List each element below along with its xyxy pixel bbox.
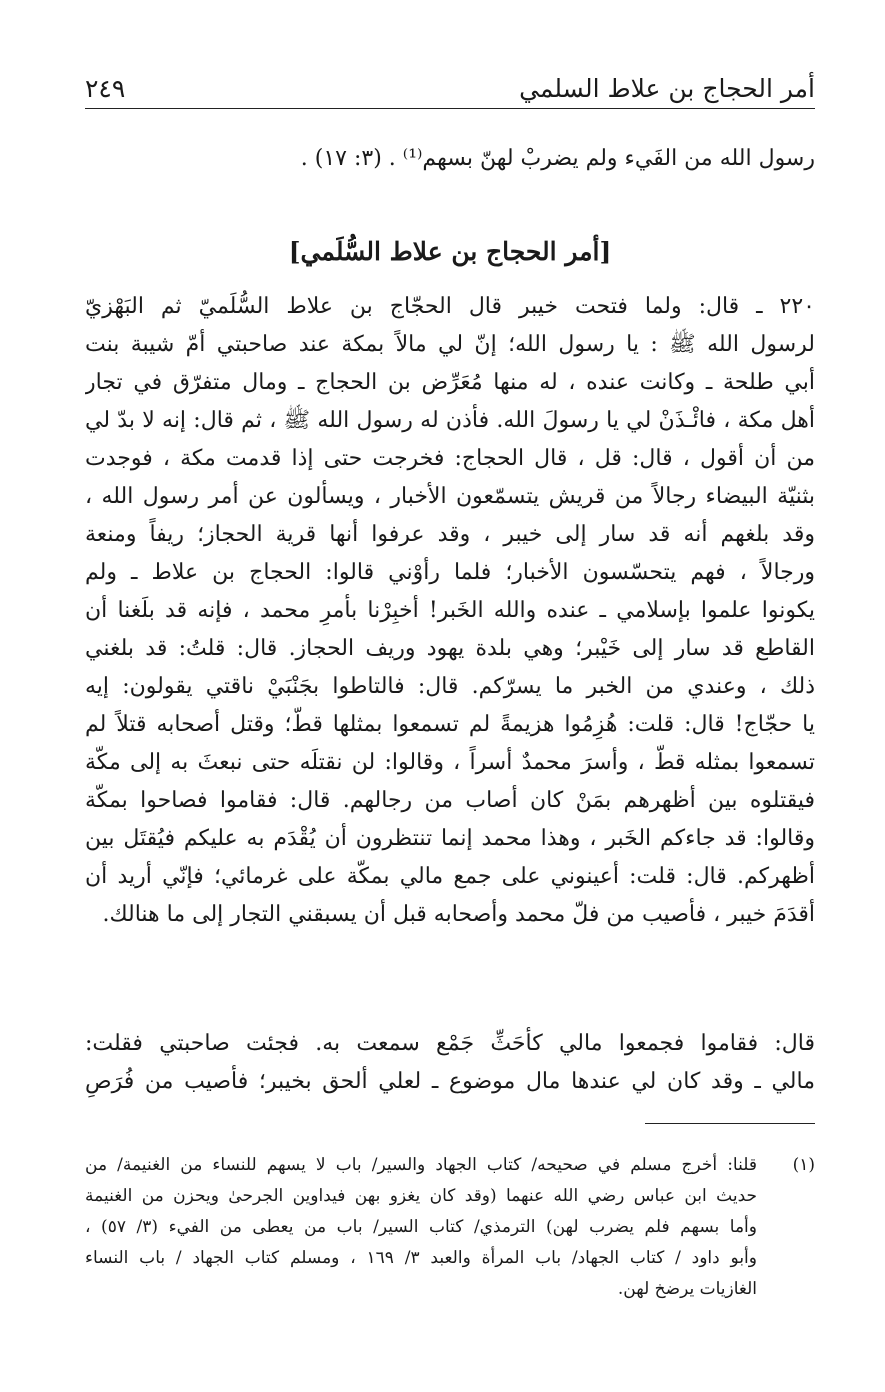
- text-line: يا حجّاج! قال: قلت: هُزِمُوا هزيمةً لم تسمعوا بمثلها قطّ؛ وقتل أصحابه قتلاً لم: [85, 712, 815, 737]
- footnote-line: وأبو داود / كتاب الجهاد/ باب المرأة والعبد ٣/ ١٦٩ ، ومسلم كتاب الجهاد / باب النساء: [85, 1248, 757, 1268]
- text-line: وقد بلغهم أنه قد سار إلى خيبر ، وقد عرفوا أنها قرية الحجاز؛ ريفاً ومنعة: [85, 522, 815, 547]
- footnote-line: حديث ابن عباس رضي الله عنهما (وقد كان يغزو بهن فيداوين الجرحىٰ ويحزن من الغنيمة: [85, 1186, 757, 1206]
- text-line: ورجالاً ، فهم يتحسّسون الأخبار؛ فلما رأوْني قالوا: الحجاج بن علاط ـ ولم: [85, 560, 815, 585]
- running-header: [85, 72, 815, 106]
- text-line: أقدَمَ خيبر ، فأصيب من فلّ محمد وأصحابه قبل أن يسبقني التجار إلى ما هنالك.: [102, 902, 815, 927]
- text-line: ٢٢٠ ـ قال: ولما فتحت خيبر قال الحجّاج بن علاط السُّلَميّ ثم البَهْزيّ: [85, 294, 815, 319]
- text-line: أبي طلحة ـ وكانت عنده ، له منها مُعَرِّض بن الحجاج ـ ومال متفرّق في تجار: [85, 370, 815, 395]
- text-line: أهل مكة ، فائْـذَنْ لي يا رسولَ الله. فأذن له رسول الله ﷺ ، ثم قال: إنه لا بدّ لي: [85, 408, 815, 433]
- text-line: أظهركم. قال: قلت: أعينوني على جمع مالي بمكّة على غرمائي؛ فإنّي أريد أن: [85, 864, 815, 889]
- text-line: بثنيّة البيضاء رجالاً من قريش يتسمّعون الأخبار ، ويسألون عن أمر رسول الله ،: [85, 484, 815, 509]
- footnote-line: وأما بسهم فلم يضرب لهن) الترمذي/ كتاب السير/ باب من يعطى من الفيء (٣/ ٥٧) ،: [85, 1217, 757, 1237]
- footnote-text: [85, 1150, 757, 1305]
- text-line: ذلك ، وعندي من الخبر ما يسرّكم. قال: فالتاطوا بجَنْبَيْ ناقتي يقولون: إيه: [85, 674, 815, 699]
- running-title: أمر الحجاج بن علاط السلمي: [519, 74, 815, 103]
- continuation-paragraph: [85, 1025, 815, 1101]
- text-line: القاطع قد سار إلى خَيْبر؛ وهي بلدة يهود وريف الحجاز. قال: قلتُ: قد بلغني: [85, 636, 815, 661]
- text-line: من أن أقول ، قال: قل ، قال الحجاج: فخرجت حتى إذا قدمت مكة ، فوجدت: [85, 446, 815, 471]
- text-line: رسول الله من الفَيء ولم يضربْ لهنّ بسهم⁽¹⁾ . (٣: ١٧) .: [300, 146, 815, 171]
- text-line: تسمعوا بمثله قطّ ، وأسرَ محمدٌ أسراً ، وقالوا: لن نقتلَه حتى نبعثَ به إلى مكّة: [85, 750, 815, 775]
- footnote-marker: (١): [792, 1155, 815, 1175]
- text-line: فيقتلوه بين أظهرهم بمَنْ كان أصاب من رجالهم. قال: فقاموا فصاحوا بمكّة: [85, 788, 815, 813]
- text-line: لرسول الله ﷺ : يا رسول الله؛ إنّ لي مالاً بمكة عند صاحبتي أمّ شيبة بنت: [85, 332, 815, 357]
- footnote-line: الغازيات يرضخ لهن.: [617, 1279, 757, 1299]
- text-line: يكونوا علموا بإسلامي ـ عنده والله الخَبر! أخبِرْنا بأمرِ محمد ، فإنه قد بلَغنا أن: [85, 598, 815, 623]
- section-heading: [أمر الحجاج بن علاط السُّلَمي]: [288, 237, 612, 266]
- opening-paragraph: [85, 140, 815, 178]
- text-line: وقالوا: قد جاءكم الخَبر ، وهذا محمد إنما تنتظرون أن يُقْدَم به عليكم فيُقتَل بين: [85, 826, 815, 851]
- text-line: مالي ـ وقد كان لي عندها مال موضوع ـ لعلي ألحق بخيبر؛ فأصيب من فُرَصِ: [85, 1069, 815, 1094]
- footnote-line: قلنا: أخرج مسلم في صحيحه/ كتاب الجهاد والسير/ باب لا يسهم للنساء من الغنيمة/ من: [85, 1155, 757, 1175]
- page-number: ٢٤٩: [85, 74, 126, 103]
- header-rule: [85, 108, 815, 109]
- footnote-rule: [645, 1123, 815, 1124]
- text-line: قال: فقاموا فجمعوا مالي كأحَثِّ جَمْع سمعت به. فجئت صاحبتي فقلت:: [85, 1031, 815, 1056]
- paragraph-220: [85, 288, 815, 934]
